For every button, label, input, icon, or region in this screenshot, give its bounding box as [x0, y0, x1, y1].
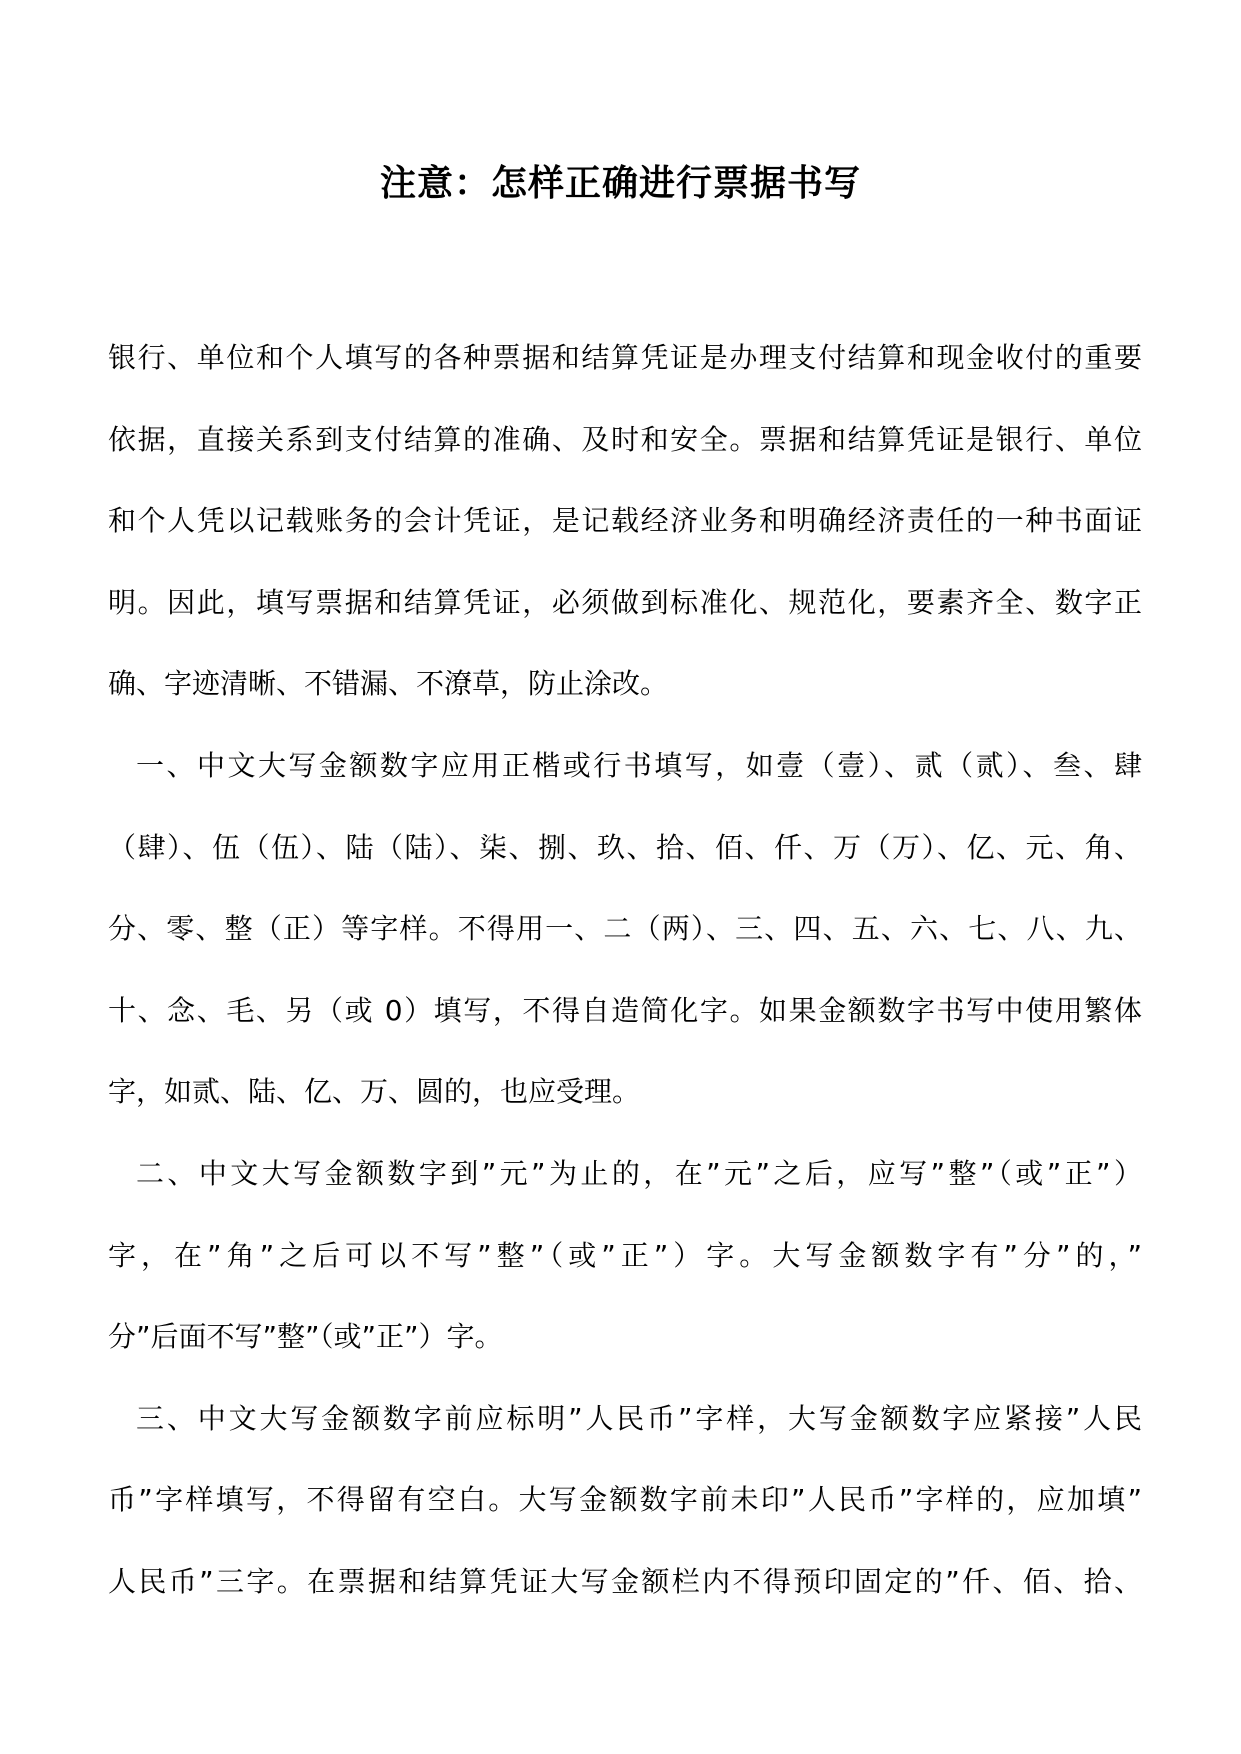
body-line: 确、字迹清晰、不错漏、不潦草，防止涂改。	[108, 667, 669, 701]
body-line: 币”字样填写，不得留有空白。大写金额数字前未印”人民币”字样的，应加填”	[108, 1483, 1142, 1517]
body-line: 银行、单位和个人填写的各种票据和结算凭证是办理支付结算和现金收付的重要	[108, 341, 1142, 374]
body-line: 和个人凭以记载账务的会计凭证，是记载经济业务和明确经济责任的一种书面证	[108, 504, 1142, 538]
body-line: （肆）、伍（伍）、陆（陆）、柒、捌、玖、拾、佰、仟、万（万）、亿、元、角、	[108, 830, 1142, 864]
document-title: 注意：怎样正确进行票据书写	[379, 163, 861, 204]
body-line: 人民币”三字。在票据和结算凭证大写金额栏内不得预印固定的”仟、佰、拾、	[108, 1564, 1142, 1598]
body-line: 二、中文大写金额数字到”元”为止的，在”元”之后，应写”整”（或”正”）	[136, 1156, 1142, 1190]
body-line: 十、念、毛、另（或 0）填写，不得自造简化字。如果金额数字书写中使用繁体	[108, 993, 1142, 1027]
body-line: 分、零、整（正）等字样。不得用一、二（两）、三、四、五、六、七、八、九、	[108, 912, 1142, 946]
document-body	[108, 338, 1142, 1644]
body-line: 依据，直接关系到支付结算的准确、及时和安全。票据和结算凭证是银行、单位	[108, 422, 1142, 456]
body-line: 分”后面不写”整”（或”正”）字。	[108, 1320, 503, 1354]
body-line: 字，如贰、陆、亿、万、圆的，也应受理。	[108, 1075, 641, 1109]
body-line: 三、中文大写金额数字前应标明”人民币”字样，大写金额数字应紧接”人民	[136, 1401, 1142, 1435]
body-line: 字，在”角”之后可以不写”整”（或”正”）字。大写金额数字有”分”的，”	[108, 1238, 1142, 1272]
body-line: 明。因此，填写票据和结算凭证，必须做到标准化、规范化，要素齐全、数字正	[108, 585, 1142, 619]
body-line: 一、中文大写金额数字应用正楷或行书填写，如壹（壹）、贰（贰）、叁、肆	[136, 748, 1142, 782]
